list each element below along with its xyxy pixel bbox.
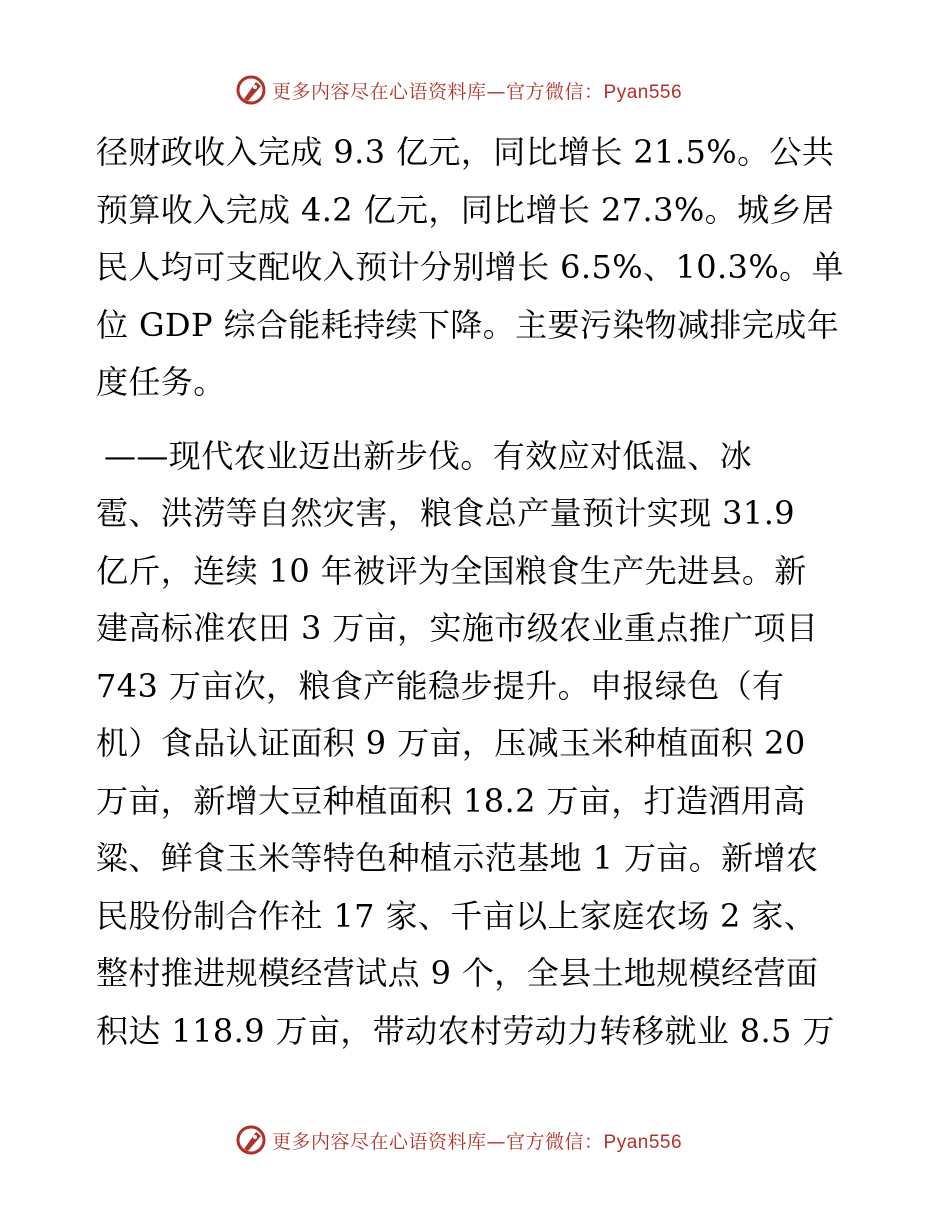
footer-watermark	[234, 1122, 682, 1158]
paragraph-1	[96, 124, 856, 412]
watermark-text: 更多内容尽在心语资料库—官方微信：Pyan556	[272, 80, 683, 103]
text-line: 径财政收入完成 9.3 亿元，同比增长 21.5%。公共	[96, 133, 835, 171]
watermark-text: 更多内容尽在心语资料库—官方微信：Pyan556	[272, 1130, 683, 1153]
text-line: 度任务。	[96, 363, 226, 401]
text-line: 预算收入完成 4.2 亿元，同比增长 27.3%。城乡居	[96, 190, 835, 229]
header-watermark	[234, 72, 682, 108]
text-line: ——现代农业迈出新步伐。有效应对低温、冰	[104, 436, 753, 475]
text-line: 亿斤，连续 10 年被评为全国粮食生产先进县。新	[96, 551, 807, 590]
watermark-contact: Pyan556	[603, 81, 683, 103]
text-line: 743 万亩次，粮食产能稳步提升。申报绿色（有	[96, 666, 785, 705]
text-line: 位 GDP 综合能耗持续下降。主要污染物减排完成年	[96, 305, 840, 344]
pen-nib-logo-icon	[234, 73, 268, 107]
text-line: 积达 118.9 万亩，带动农村劳动力转移就业 8.5 万	[96, 1011, 835, 1050]
text-line: 建高标准农田 3 万亩，实施市级农业重点推广项目	[96, 609, 819, 647]
paragraph-2	[96, 428, 856, 1061]
text-line: 民人均可支配收入预计分别增长 6.5%、10.3%。单	[96, 248, 844, 286]
text-line: 民股份制合作社 17 家、千亩以上家庭农场 2 家、	[96, 896, 817, 935]
text-line: 雹、洪涝等自然灾害，粮食总产量预计实现 31.9	[96, 494, 796, 532]
text-line: 机）食品认证面积 9 万亩，压减玉米种植面积 20	[96, 724, 806, 762]
text-line: 整村推进规模经营试点 9 个，全县土地规模经营面	[96, 954, 819, 992]
document-body	[96, 124, 856, 1060]
watermark-contact: Pyan556	[603, 1131, 683, 1153]
text-line: 万亩，新增大豆种植面积 18.2 万亩，打造酒用高	[96, 781, 806, 820]
pen-nib-logo-icon	[234, 1123, 268, 1157]
text-line: 粱、鲜食玉米等特色种植示范基地 1 万亩。新增农	[96, 839, 819, 877]
